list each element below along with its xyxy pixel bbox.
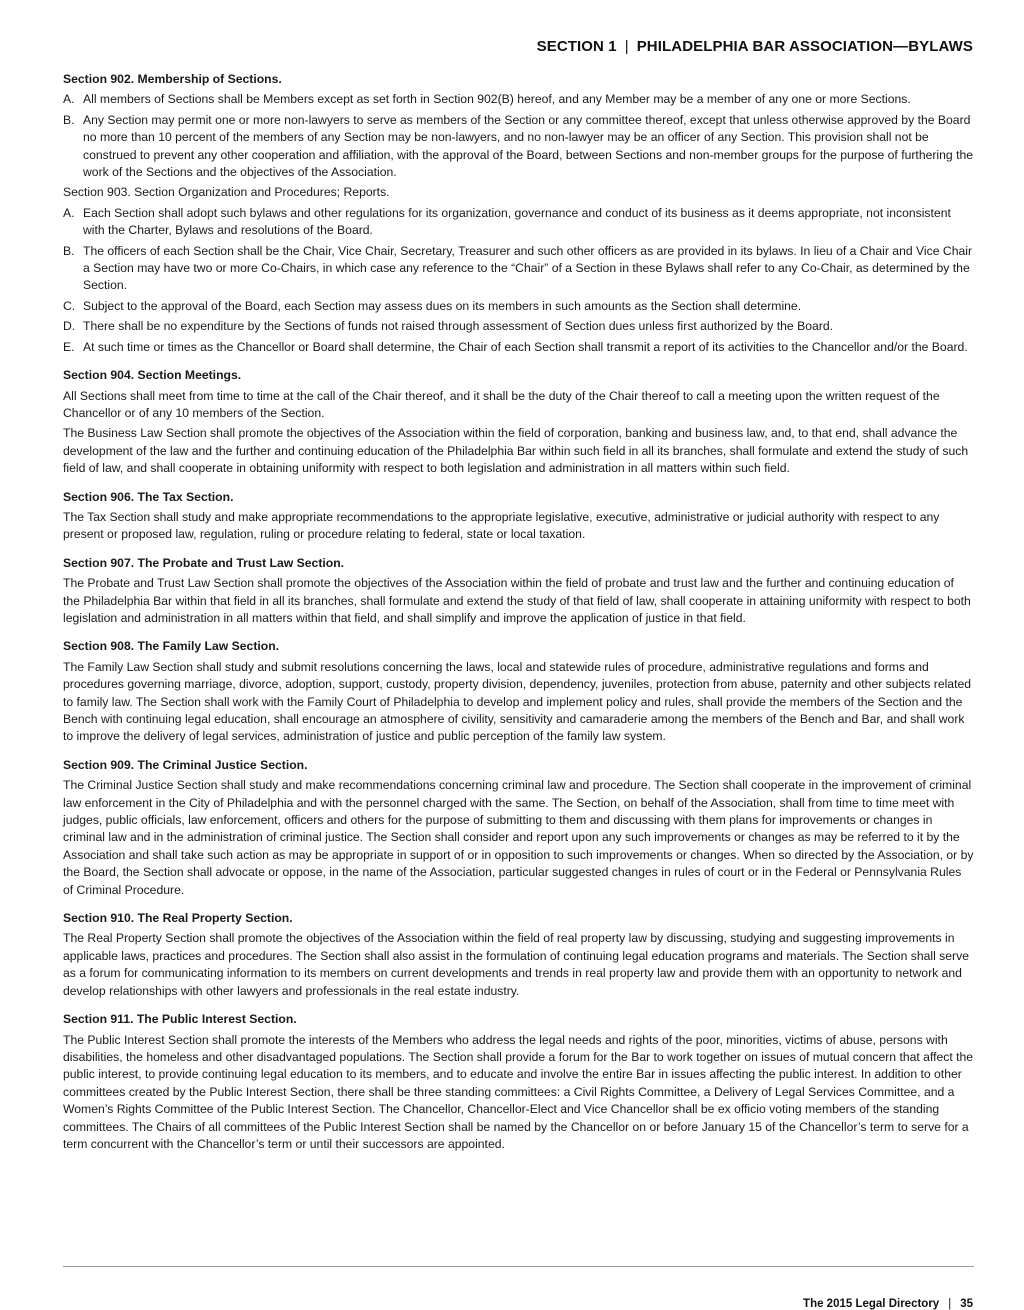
list-item bbox=[63, 91, 974, 108]
list-item-text: At such time or times as the Chancellor or Board shall determine, the Chair of each Section shall transmit a report of its activities to the Chancellor and/or the Board. bbox=[83, 339, 968, 354]
section-907-heading: Section 907. The Probate and Trust Law Section. bbox=[63, 555, 345, 570]
section-906-heading: Section 906. The Tax Section. bbox=[63, 489, 234, 504]
list-item-label: C. bbox=[63, 298, 76, 313]
section-911-heading: Section 911. The Public Interest Section. bbox=[63, 1012, 297, 1027]
section-909-heading: Section 909. The Criminal Justice Section. bbox=[63, 757, 308, 772]
section-908-heading: Section 908. The Family Law Section. bbox=[63, 639, 280, 654]
section-904-paragraph: All Sections shall meet from time to time at the call of the Chair thereof, and it shall be the duty of the Chair thereof to call a meeting upon the written request of the Chancellor or of any 10 members of the Section. bbox=[63, 388, 940, 420]
list-item-label: E. bbox=[63, 339, 75, 354]
section-910-paragraph: The Real Property Section shall promote the objectives of the Association within the field of real property law by discussing, studying and suggesting improvements in applicable laws, practices and procedures. The Section shall also assist in the formulation of continuing legal education programs and materials. The Section shall serve as a forum for communicating information to its members on current developments and trends in real property law and provide them with an opportunity to network and develop relationships with other lawyers and professionals in the real estate industry. bbox=[63, 931, 969, 998]
list-item-label: A. bbox=[63, 92, 75, 107]
list-item-text: Each Section shall adopt such bylaws and other regulations for its organization, governance and conduct of its business as it deems appropriate, not inconsistent with the Charter, Bylaws and resolutions of the Board. bbox=[83, 205, 951, 238]
list-item-text: Any Section may permit one or more non-lawyers to serve as members of the Section or any committee thereof, except that unless otherwise approved by the Board no more than 10 percent of the members of any Section may be non-lawyers, and no non-lawyer may be an officer of any Section. This provision shall not be construed to prevent any other cooperation and affiliation, with the approval of the Board, between Sections and non-member groups for the purpose of furthering the work of the Sections and the objectives of the Association. bbox=[83, 112, 974, 180]
section-907-paragraph: The Probate and Trust Law Section shall promote the objectives of the Association within the field of probate and trust law and the further and continuing education of the Philadelphia Bar within that field in all its branches, shall formulate and extend the study of that field of law, shall cooperate in attaining uniformity with respect to both legislation and administration in all matters within that field, and shall simplify and improve the application of justice in that field. bbox=[63, 576, 971, 625]
section-911-paragraph: The Public Interest Section shall promote the interests of the Members who address the legal needs and rights of the poor, minorities, victims of abuse, persons with disabilities, the homeless and other disadvantaged populations. The Section shall provide a forum for the Bar to work together on issues of mutual concern that affect the public interest, to provide continuing legal education to its members, and to educate and involve the entire Bar in issues affecting the public interest. In addition to other committees created by the Public Interest Section, there shall be three standing committees: a Civil Rights Committee, a Delivery of Legal Services Committee, and a Women’s Rights Committee of the Public Interest Section. The Chancellor, Chancellor-Elect and Vice Chancellor shall be ex officio voting members of the standing committees. The Chairs of all committees of the Public Interest Section shall be named by the Chancellor on or before January 15 of the Chancellor’s term to serve for a term concurrent with the Chancellor’s term or until their successors are appointed. bbox=[63, 1032, 974, 1151]
business-law-paragraph: The Business Law Section shall promote the objectives of the Association within the field of corporation, banking and business law, and, to that end, shall advance the development of the law and the further and continuing education of the Philadelphia Bar within such field in all its branches, shall formulate and extend the study of such field of law, and shall cooperate in obtaining uniformity with respect to both legislation and administration in all matters within such field. bbox=[63, 426, 969, 476]
list-item bbox=[63, 243, 974, 295]
section-908-paragraph: The Family Law Section shall study and submit resolutions concerning the laws, local and statewide rules of procedure, administrative regulations and forms and procedures governing marriage, divorce, adoption, support, custody, property division, dependency, juveniles, protection from abuse, paternity and other subjects related to family law. The Section shall work with the Family Court of Philadelphia to develop and implement policy and rules, shall provide the members of the Section and the Bench with continuing legal education, shall encourage an atmosphere of civility, sensitivity and camaraderie among the members of the Bench and Bar, and shall work to improve the delivery of legal services, administration of justice and public perception of the family law system. bbox=[63, 659, 972, 744]
list-item-text: The officers of each Section shall be the Chair, Vice Chair, Secretary, Treasurer and such other officers as are provided in its bylaws. In lieu of a Chair and Vice Chair a Section may have two or more Co-Chairs, in which case any reference to the “Chair” of a Section in these Bylaws shall refer to any Co-Chair, as determined by the Section. bbox=[83, 243, 973, 293]
list-item bbox=[63, 298, 974, 315]
header-title: PHILADELPHIA BAR ASSOCIATION—BYLAWS bbox=[636, 38, 973, 55]
list-item bbox=[63, 339, 974, 356]
list-item bbox=[63, 112, 974, 182]
section-910-heading: Section 910. The Real Property Section. bbox=[63, 911, 293, 926]
list-item-text: All members of Sections shall be Members except as set forth in Section 902(B) hereof, and any Member may be a member of any one or more Sections. bbox=[83, 92, 911, 107]
list-item-label: B. bbox=[63, 243, 75, 258]
section-903-heading: Section 903. Section Organization and Procedures; Reports. bbox=[63, 185, 390, 200]
header-section-label: SECTION 1 bbox=[536, 38, 617, 55]
list-item-text: Subject to the approval of the Board, each Section may assess dues on its members in such amounts as the Section shall determine. bbox=[83, 298, 802, 313]
list-item-label: A. bbox=[63, 205, 75, 220]
list-item-label: B. bbox=[63, 112, 75, 127]
page-number: 35 bbox=[960, 1298, 973, 1310]
section-906-paragraph: The Tax Section shall study and make appropriate recommendations to the appropriate legislative, executive, administrative or judicial authority with respect to any present or proposed law, regulation, ruling or procedure relating to federal, state or local taxation. bbox=[63, 509, 940, 542]
footer-divider bbox=[63, 1266, 974, 1267]
list-item bbox=[63, 318, 974, 335]
running-header bbox=[537, 38, 973, 55]
list-item-text: There shall be no expenditure by the Sections of funds not raised through assessment of Section dues unless first authorized by the Board. bbox=[83, 319, 833, 334]
list-item bbox=[63, 205, 974, 240]
running-footer bbox=[803, 1298, 973, 1310]
list-item-label: D. bbox=[63, 319, 76, 334]
section-902-heading: Section 902. Membership of Sections. bbox=[63, 72, 282, 86]
header-separator: | bbox=[624, 38, 629, 55]
section-904-heading: Section 904. Section Meetings. bbox=[63, 368, 242, 383]
footer-separator: | bbox=[948, 1298, 952, 1310]
page-body bbox=[63, 71, 974, 1156]
footer-publication: The 2015 Legal Directory bbox=[803, 1298, 940, 1310]
section-909-paragraph: The Criminal Justice Section shall study and make recommendations concerning criminal law and procedure. The Section shall cooperate in the improvement of criminal law enforcement in the City of Philadelphia and with the personnel charged with the same. The Section, on behalf of the Association, shall from time to time meet with judges, public officials, law enforcement, officers and others for the purpose of submitting to them and discussing with them plans for improvements or changes in criminal law and in the administration of criminal justice. The Section shall consider and report upon any such improvements or changes as may be referred to it by the Association and shall take such action as may be appropriate in support of or in opposition to such improvements or changes. When so directed by the Association, or by the Board, the Section shall advocate or oppose, in the name of the Association, particular suggested changes in rules of court or in the Federal or Pennsylvania Rules of Criminal Procedure. bbox=[63, 778, 974, 897]
